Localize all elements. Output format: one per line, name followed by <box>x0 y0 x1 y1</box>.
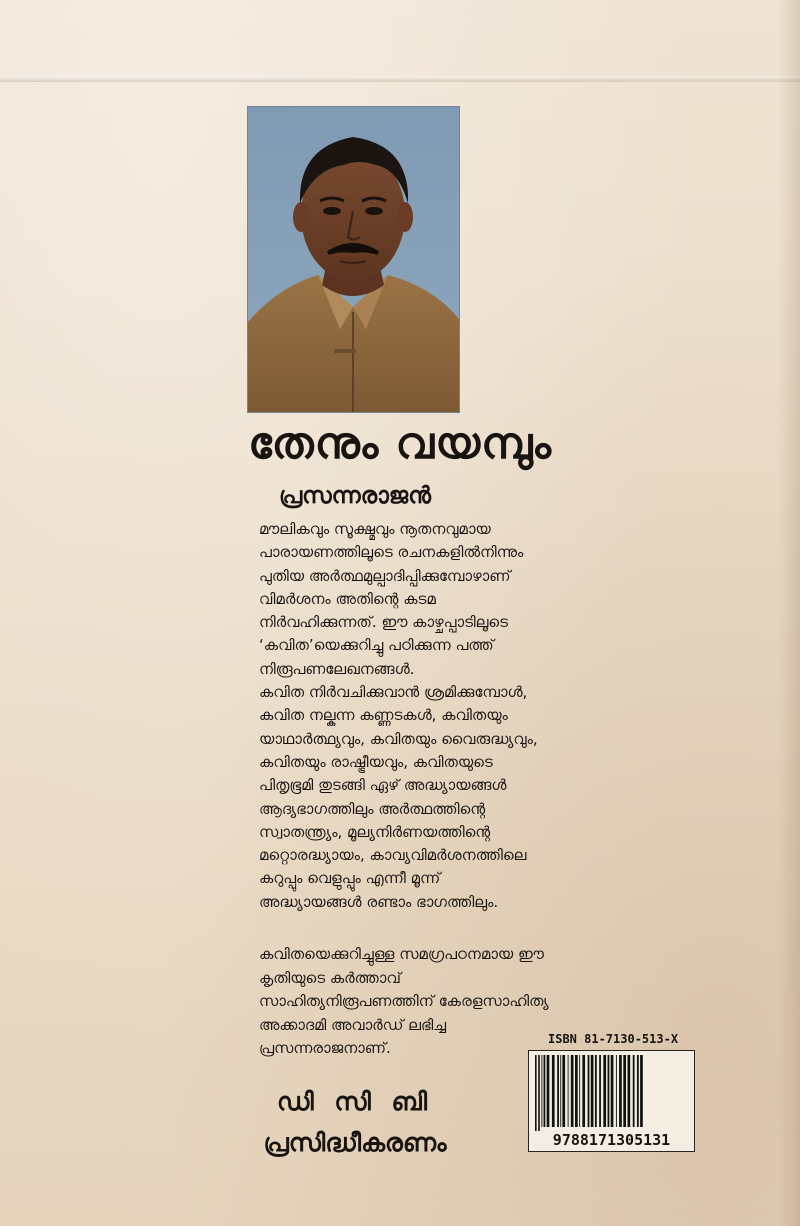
author-photo <box>247 106 460 413</box>
barcode-bar <box>560 1055 561 1127</box>
author-note-line: പ്രസന്നരാജനാണ്. <box>259 1039 391 1057</box>
barcode-bar <box>568 1055 569 1127</box>
description-line: യാഥാർത്ഥ്യവും, കവിതയും വൈരുദ്ധ്യവും, <box>259 729 538 748</box>
barcode-bar <box>640 1055 643 1127</box>
barcode-bar <box>541 1055 542 1127</box>
barcode-bar <box>588 1055 590 1127</box>
barcode-bar <box>562 1055 565 1127</box>
barcode-bars <box>529 1051 694 1133</box>
description-line: പാരായണത്തിലൂടെ രചനകളിൽനിന്നും <box>259 543 524 562</box>
barcode-bar <box>544 1055 546 1127</box>
paper-crease <box>0 76 800 82</box>
description-line: മൗലികവും സൂക്ഷ്മവും നൂതനവുമായ <box>259 520 491 538</box>
description-line: നിരൂപണലേഖനങ്ങൾ. <box>259 659 415 678</box>
barcode-bar <box>633 1055 635 1127</box>
barcode-bar <box>547 1055 550 1127</box>
barcode-bar <box>608 1055 610 1127</box>
description-line: പുതിയ അർത്ഥമുല്പാദിപ്പിക്കുമ്പോഴാണ് <box>259 566 511 585</box>
description-line: അദ്ധ്യായങ്ങൾ രണ്ടാം ഭാഗത്തിലും. <box>259 892 499 911</box>
author-note-line: സാഹിത്യനിരൂപണത്തിന് കേരളസാഹിത്യ <box>259 992 549 1010</box>
description-line: മറ്റൊരദ്ധ്യായം, കാവ്യവിമർശനത്തിലെ <box>259 846 527 865</box>
barcode-bar <box>616 1055 617 1127</box>
barcode-guard-bar <box>535 1055 537 1133</box>
barcode-bar <box>599 1055 601 1127</box>
barcode-bar <box>628 1055 631 1127</box>
barcode-bar <box>575 1055 578 1127</box>
barcode-bar <box>579 1055 580 1127</box>
book-description <box>259 518 579 914</box>
description-line: നിർവഹിക്കുന്നത്. ഈ കാഴ്ചപ്പാടിലൂടെ <box>259 613 508 632</box>
spine-edge <box>778 0 800 1226</box>
description-line: കവിത നല്കുന്ന കണ്ണടകൾ, കവിതയും <box>259 706 508 725</box>
description-line: സ്വാതന്ത്ര്യം, മൂല്യനിർണയത്തിന്റെ <box>259 822 491 841</box>
description-line: കവിതയും രാഷ്ട്രീയവും, കവിതയുടെ <box>259 752 493 771</box>
description-line: കവിത നിർവചിക്കുവാൻ ശ്രമിക്കുമ്പോൾ, <box>259 683 528 702</box>
barcode-bar <box>637 1055 639 1127</box>
author-note <box>259 943 579 1061</box>
barcode-bar <box>557 1055 559 1127</box>
description-line: ‘കവിത’യെക്കുറിച്ചു പഠിക്കുന്ന പത്ത് <box>259 636 494 655</box>
barcode <box>528 1050 695 1152</box>
barcode-bar <box>571 1055 574 1127</box>
description-line: കറുപ്പും വെളുപ്പും എന്നീ മൂന്ന് <box>259 869 441 888</box>
barcode-bar <box>582 1055 585 1127</box>
publisher-name: ഡി സി ബി <box>276 1087 434 1116</box>
barcode-bar <box>619 1055 622 1127</box>
isbn-label: ISBN 81-7130-513-X <box>548 1032 679 1046</box>
description-line: പിതൃഭൂമി തുടങ്ങി ഏഴ് അദ്ധ്യായങ്ങൾ <box>259 776 507 795</box>
author-note-line: കവിതയെക്കുറിച്ചുള്ള സമഗ്രപഠനമായ ഈ <box>259 945 544 963</box>
author-portrait-illustration <box>248 107 459 412</box>
description-line: ആദ്യഭാഗത്തിലും അർത്ഥത്തിന്റെ <box>259 799 486 818</box>
barcode-bar <box>552 1055 555 1127</box>
barcode-guard-bar <box>538 1055 540 1133</box>
barcode-bar <box>611 1055 614 1127</box>
barcode-bar <box>595 1055 597 1127</box>
author-name: പ്രസന്നരാജൻ <box>279 483 431 509</box>
description-line: വിമർശനം അതിന്റെ കടമ <box>259 589 436 608</box>
barcode-bar <box>623 1055 626 1127</box>
book-title: തേനും വയമ്പും <box>248 418 552 469</box>
barcode-bar <box>603 1055 606 1127</box>
author-note-line: അക്കാദമി അവാർഡ് ലഭിച്ച <box>259 1015 447 1034</box>
publisher-label: പ്രസിദ്ധീകരണം <box>263 1128 447 1157</box>
author-note-line: കൃതിയുടെ കർത്താവ് <box>259 968 401 987</box>
barcode-bar <box>591 1055 594 1127</box>
barcode-number: 9788171305131 <box>529 1131 694 1149</box>
